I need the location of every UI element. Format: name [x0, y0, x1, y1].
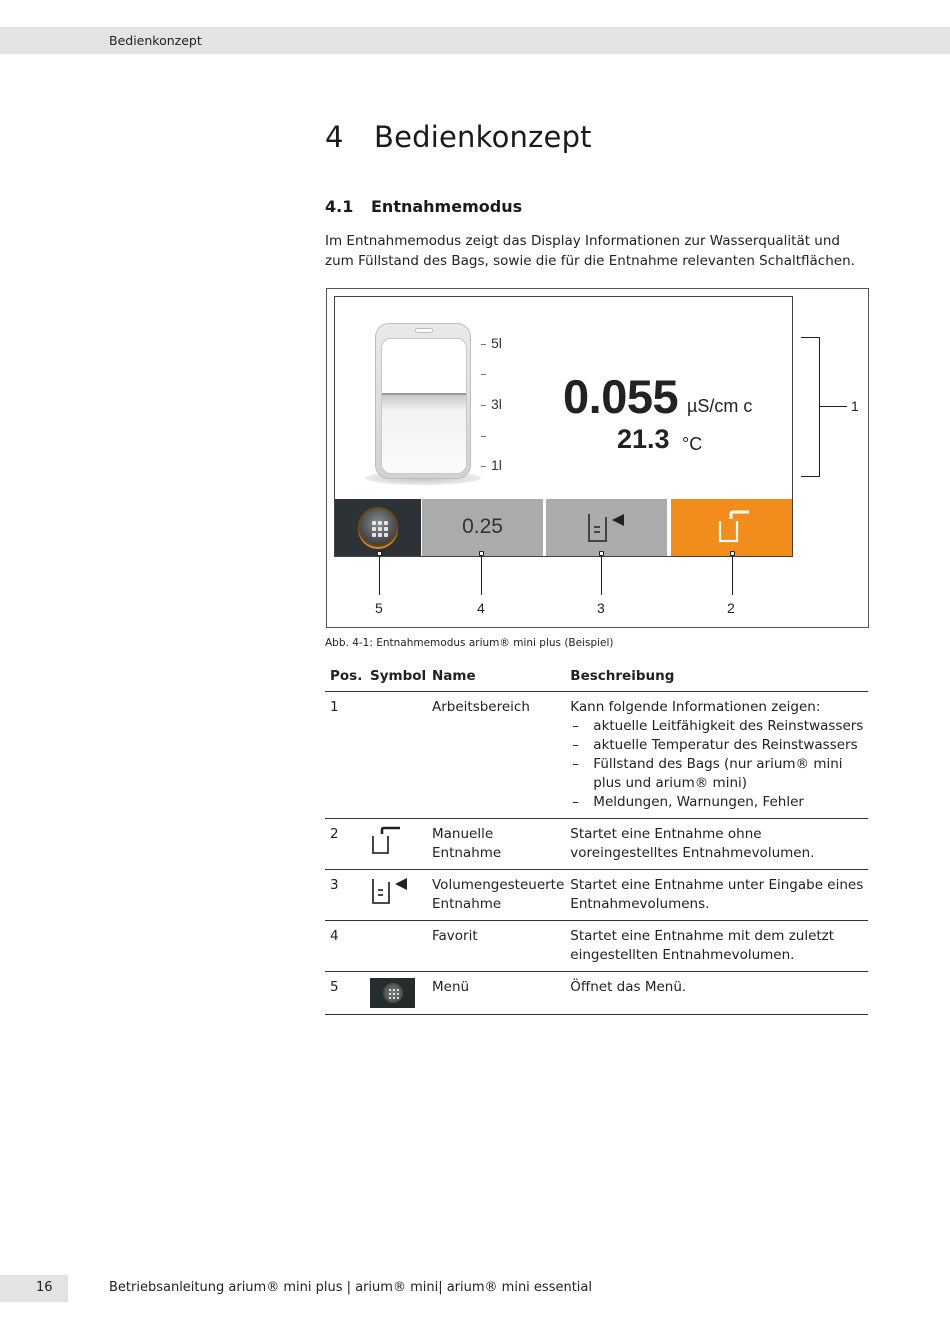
legend-table — [325, 664, 868, 1015]
favorite-button[interactable] — [422, 499, 543, 556]
row-symbol — [370, 920, 432, 971]
figure-display — [326, 288, 869, 628]
chapter-heading — [325, 120, 592, 154]
scale-dash — [481, 436, 486, 437]
manual-dispense-icon — [717, 509, 753, 545]
row-name: Volumengesteuerte Entnahme — [432, 869, 570, 920]
table-header-row — [325, 664, 868, 691]
scale-dash — [481, 405, 486, 406]
bag-water-level — [382, 393, 466, 473]
conductivity-value: 0.055 — [563, 370, 679, 423]
row-symbol — [370, 971, 432, 1014]
figure-caption: Abb. 4-1: Entnahmemodus arium® mini plus (Beispiel) — [325, 637, 614, 649]
volume-dispense-icon — [586, 511, 630, 545]
row-description: Startet eine Entnahme ohne voreingestelltes Entnahmevolumen. — [570, 818, 868, 869]
header-bar — [0, 27, 950, 54]
table-row — [325, 691, 868, 818]
scale-dash — [481, 344, 486, 345]
header-name: Name — [432, 664, 570, 691]
row-name: Manuelle Entnahme — [432, 818, 570, 869]
workspace-leader — [820, 406, 847, 407]
menu-icon — [370, 978, 415, 1008]
bag-window — [381, 338, 467, 474]
row-symbol — [370, 869, 432, 920]
header-description: Beschreibung — [570, 664, 868, 691]
callout-dot-4 — [479, 551, 484, 556]
chapter-title: Bedienkonzept — [374, 120, 592, 154]
bullet-item: – aktuelle Leitfähigkeit des Reinstwassers — [570, 717, 868, 736]
row-pos: 3 — [325, 869, 370, 920]
bag-handle — [415, 328, 433, 333]
intro-paragraph: Im Entnahmemodus zeigt das Display Informationen zur Wasserqualität und zum Füllstand des Bags, sowie die für die Entnahme relevanten Schaltflächen. — [325, 233, 855, 269]
callout-dot-2 — [730, 551, 735, 556]
manual-dispense-icon — [370, 825, 404, 857]
table-row — [325, 971, 868, 1014]
table-row — [325, 920, 868, 971]
row-name: Favorit — [432, 920, 570, 971]
running-header: Bedienkonzept — [109, 33, 202, 48]
section-heading — [325, 197, 522, 216]
callout-line-4 — [481, 555, 482, 595]
favorite-volume: 0.25 — [462, 515, 503, 538]
callout-line-2 — [732, 555, 733, 595]
volume-dispense-icon — [370, 876, 412, 906]
scale-dash — [481, 466, 486, 467]
device-display — [334, 296, 793, 557]
scale-label: 1l — [491, 457, 502, 473]
scale-dash — [481, 374, 486, 375]
callout-5: 5 — [375, 600, 383, 616]
row-description-text: Kann folgende Informationen zeigen: — [570, 698, 821, 715]
bag-illustration — [375, 323, 471, 479]
callout-dot-5 — [377, 551, 382, 556]
manual-dispense-button[interactable] — [671, 499, 793, 556]
temperature-unit: °C — [682, 434, 703, 454]
callout-4: 4 — [477, 600, 485, 616]
row-pos: 4 — [325, 920, 370, 971]
menu-button[interactable] — [335, 499, 421, 556]
header-symbol: Symbol — [370, 664, 432, 691]
callout-line-3 — [601, 555, 602, 595]
row-description: Öffnet das Menü. — [570, 971, 868, 1014]
bullet-item: – Meldungen, Warnungen, Fehler — [570, 793, 868, 812]
section-number: 4.1 — [325, 197, 354, 216]
table-row — [325, 869, 868, 920]
callout-1: 1 — [851, 398, 859, 414]
conductivity-unit: µS/cm c — [687, 396, 753, 416]
row-symbol — [370, 691, 432, 818]
workspace-bracket — [801, 337, 820, 477]
page-number: 16 — [36, 1280, 53, 1295]
button-bar — [335, 499, 793, 557]
volume-dispense-button[interactable] — [546, 499, 667, 556]
scale-label: 3l — [491, 396, 502, 412]
bullet-item: – aktuelle Temperatur des Reinstwassers — [570, 736, 868, 755]
row-description — [570, 691, 868, 818]
row-name: Arbeitsbereich — [432, 691, 570, 818]
menu-icon — [358, 507, 398, 547]
callout-2: 2 — [727, 600, 735, 616]
page-number-box — [0, 1275, 68, 1302]
row-pos: 5 — [325, 971, 370, 1014]
callout-3: 3 — [597, 600, 605, 616]
callout-dot-3 — [599, 551, 604, 556]
row-description: Startet eine Entnahme mit dem zuletzt eingestellten Entnahmevolumen. — [570, 920, 868, 971]
running-footer: Betriebsanleitung arium® mini plus | arium® mini| arium® mini essential — [109, 1280, 592, 1295]
temperature-value: 21.3 — [617, 424, 670, 454]
scale-label: 5l — [491, 335, 502, 351]
section-title: Entnahmemodus — [371, 197, 523, 216]
row-name: Menü — [432, 971, 570, 1014]
header-pos: Pos. — [325, 664, 370, 691]
chapter-number: 4 — [325, 120, 344, 154]
row-pos: 2 — [325, 818, 370, 869]
row-symbol — [370, 818, 432, 869]
row-description: Startet eine Entnahme unter Eingabe eines Entnahmevolumens. — [570, 869, 868, 920]
bullet-item: – Füllstand des Bags (nur arium® mini plus und arium® mini) — [570, 755, 868, 793]
callout-line-5 — [379, 555, 380, 595]
table-row — [325, 818, 868, 869]
bullet-list — [570, 717, 868, 812]
row-pos: 1 — [325, 691, 370, 818]
